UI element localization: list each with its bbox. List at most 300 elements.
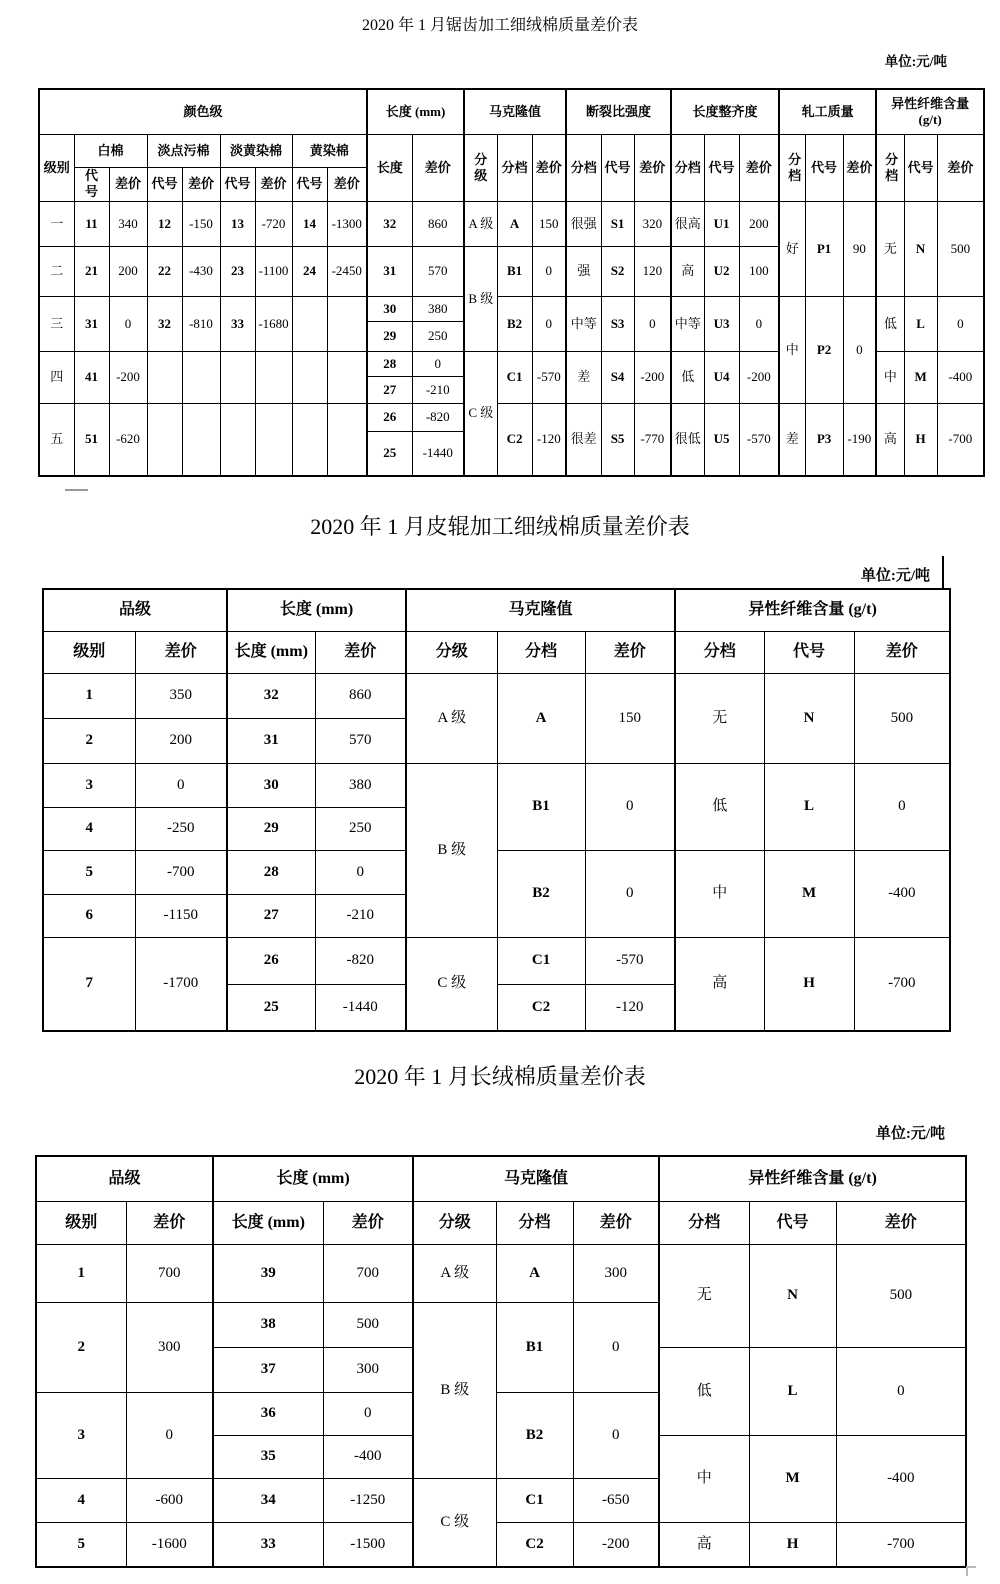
resize-handle-icon <box>966 1566 976 1576</box>
header-cell: 级别 <box>36 1201 126 1244</box>
cell: 380 <box>412 296 464 321</box>
cell: 高 <box>876 403 904 476</box>
cell: 300 <box>323 1347 413 1392</box>
cell: P2 <box>805 296 843 403</box>
cell: 低 <box>675 763 764 850</box>
cell: 中等 <box>671 296 704 351</box>
cell: A <box>497 673 585 763</box>
cell: 14 <box>292 201 327 246</box>
cell: 无 <box>659 1244 749 1347</box>
cell: -600 <box>126 1478 213 1522</box>
cell: 0 <box>573 1392 659 1478</box>
header-cell: 差价 <box>315 631 406 673</box>
cell: -700 <box>937 403 984 476</box>
cell: M <box>904 351 937 403</box>
cell: 0 <box>585 763 675 850</box>
header-cell: 代号 <box>704 134 739 201</box>
header-cell: 差价 <box>739 134 779 201</box>
header-cell: 级别 <box>43 631 135 673</box>
cell: 27 <box>227 894 315 937</box>
cell: -400 <box>854 850 950 937</box>
cell: 500 <box>836 1244 966 1347</box>
cell: 32 <box>147 296 182 351</box>
header-cell: 分档 <box>566 134 601 201</box>
header-cell: 马克隆值 <box>413 1156 659 1201</box>
header-cell: 分级 <box>464 134 497 201</box>
cell: 500 <box>937 201 984 296</box>
header-cell: 分档 <box>659 1201 749 1244</box>
cell: H <box>749 1522 836 1567</box>
cell: A <box>496 1244 573 1302</box>
cell: C 级 <box>413 1478 496 1567</box>
header-cell: 长度 (mm) <box>367 89 464 134</box>
cell: A <box>497 201 532 246</box>
cell: U1 <box>704 201 739 246</box>
cell: 差 <box>566 351 601 403</box>
cell: 中 <box>779 296 805 403</box>
header-cell: 代号 <box>764 631 854 673</box>
empty-cell <box>220 351 255 403</box>
cell: C 级 <box>464 351 497 476</box>
cell: 4 <box>36 1478 126 1522</box>
header-cell: 异性纤维含量 (g/t) <box>675 589 950 631</box>
cell: 0 <box>532 246 566 296</box>
cell: 100 <box>739 246 779 296</box>
cell: -200 <box>109 351 147 403</box>
header-cell: 异性纤维含量 (g/t) <box>659 1156 966 1201</box>
empty-cell <box>255 403 292 476</box>
cell: 350 <box>135 673 227 718</box>
cell: -120 <box>532 403 566 476</box>
header-cell: 分档 <box>675 631 764 673</box>
header-cell: 差价 <box>109 167 147 201</box>
empty-cell <box>255 351 292 403</box>
cell: 36 <box>213 1392 323 1435</box>
header-cell: 差价 <box>585 631 675 673</box>
cell: -700 <box>836 1522 966 1567</box>
cell: -1600 <box>126 1522 213 1567</box>
header-cell: 分档 <box>876 134 904 201</box>
cell: 27 <box>367 376 412 403</box>
cell: -810 <box>182 296 220 351</box>
cell: 570 <box>315 718 406 763</box>
cell: -820 <box>315 937 406 984</box>
cell: B 级 <box>413 1302 496 1478</box>
cell: 5 <box>43 850 135 894</box>
cell: -620 <box>109 403 147 476</box>
cell: U5 <box>704 403 739 476</box>
cell: 0 <box>109 296 147 351</box>
cell: 300 <box>126 1302 213 1392</box>
header-cell: 代号 <box>904 134 937 201</box>
cell: 32 <box>227 673 315 718</box>
cell: -150 <box>182 201 220 246</box>
header-cell: 断裂比强度 <box>566 89 671 134</box>
cell: 无 <box>876 201 904 296</box>
header-cell: 级别 <box>39 134 74 201</box>
cell: M <box>764 850 854 937</box>
cell: 三 <box>39 296 74 351</box>
cell: -400 <box>323 1435 413 1478</box>
cell: 26 <box>367 403 412 431</box>
cell: 21 <box>74 246 109 296</box>
cell: 2 <box>36 1302 126 1392</box>
cell: -650 <box>573 1478 659 1522</box>
header-cell: 代号 <box>74 167 109 201</box>
cell: B 级 <box>464 246 497 351</box>
cell: 0 <box>573 1302 659 1392</box>
cell: 二 <box>39 246 74 296</box>
cell: 41 <box>74 351 109 403</box>
cell: 13 <box>220 201 255 246</box>
cell: -770 <box>634 403 671 476</box>
cell: 33 <box>220 296 255 351</box>
header-cell: 异性纤维含量 (g/t) <box>876 89 984 134</box>
header-cell: 淡黄染棉 <box>220 134 292 167</box>
header-cell: 代号 <box>220 167 255 201</box>
header-cell: 代号 <box>805 134 843 201</box>
cell: -250 <box>135 807 227 850</box>
cell: 一 <box>39 201 74 246</box>
header-cell: 代号 <box>601 134 634 201</box>
cell: 高 <box>671 246 704 296</box>
cell: 31 <box>74 296 109 351</box>
cell: 0 <box>854 763 950 850</box>
header-cell: 差价 <box>634 134 671 201</box>
cell: C2 <box>497 984 585 1031</box>
cell: 11 <box>74 201 109 246</box>
header-cell: 马克隆值 <box>464 89 566 134</box>
cell: B2 <box>497 296 532 351</box>
cell: 4 <box>43 807 135 850</box>
cell: 中 <box>675 850 764 937</box>
cell: 0 <box>634 296 671 351</box>
cell: 30 <box>227 763 315 807</box>
cell: 5 <box>36 1522 126 1567</box>
cell: S3 <box>601 296 634 351</box>
cell: -700 <box>854 937 950 1031</box>
cell: 25 <box>367 431 412 476</box>
cell: -1300 <box>327 201 367 246</box>
cell: C2 <box>496 1522 573 1567</box>
cell: 320 <box>634 201 671 246</box>
header-cell: 代号 <box>749 1201 836 1244</box>
cell: 0 <box>135 763 227 807</box>
header-cell: 品级 <box>43 589 227 631</box>
cell: -570 <box>585 937 675 984</box>
header-cell: 品级 <box>36 1156 213 1201</box>
cell: -720 <box>255 201 292 246</box>
cell: 23 <box>220 246 255 296</box>
header-cell: 长度整齐度 <box>671 89 779 134</box>
sawgin-cotton-table <box>38 88 985 477</box>
cell: 31 <box>367 246 412 296</box>
cell: 0 <box>126 1392 213 1478</box>
cell: 无 <box>675 673 764 763</box>
cell: 250 <box>315 807 406 850</box>
empty-cell <box>182 403 220 476</box>
cell: B1 <box>497 763 585 850</box>
table1-unit-label: 单位:元/吨 <box>884 54 947 69</box>
header-cell: 轧工质量 <box>779 89 876 134</box>
cell: L <box>904 296 937 351</box>
empty-cell <box>292 403 327 476</box>
cell: 四 <box>39 351 74 403</box>
cell: P3 <box>805 403 843 476</box>
cell: 33 <box>213 1522 323 1567</box>
cell: 0 <box>937 296 984 351</box>
header-cell: 代号 <box>292 167 327 201</box>
cell: 2 <box>43 718 135 763</box>
cell: 0 <box>836 1347 966 1435</box>
cell: -200 <box>739 351 779 403</box>
cell: B2 <box>497 850 585 937</box>
header-cell: 差价 <box>843 134 876 201</box>
cell: -700 <box>135 850 227 894</box>
cell: 25 <box>227 984 315 1031</box>
header-cell: 差价 <box>836 1201 966 1244</box>
cell: 很差 <box>566 403 601 476</box>
cell: H <box>904 403 937 476</box>
cell: -1700 <box>135 937 227 1031</box>
cell: N <box>764 673 854 763</box>
header-cell: 马克隆值 <box>406 589 675 631</box>
cell: A 级 <box>413 1244 496 1302</box>
empty-cell <box>220 403 255 476</box>
cell: B1 <box>496 1302 573 1392</box>
cell: -210 <box>315 894 406 937</box>
header-cell: 差价 <box>854 631 950 673</box>
cell: 35 <box>213 1435 323 1478</box>
cell: 150 <box>532 201 566 246</box>
long-staple-cotton-table <box>35 1155 967 1568</box>
cell: 0 <box>315 850 406 894</box>
empty-cell <box>327 296 367 351</box>
header-cell: 差价 <box>327 167 367 201</box>
cell: 700 <box>126 1244 213 1302</box>
cell: 34 <box>213 1478 323 1522</box>
cell: P1 <box>805 201 843 296</box>
cell: -120 <box>585 984 675 1031</box>
cell: -2450 <box>327 246 367 296</box>
cell: 高 <box>675 937 764 1031</box>
cell: S4 <box>601 351 634 403</box>
header-cell: 差价 <box>573 1201 659 1244</box>
cell: 0 <box>585 850 675 937</box>
cell: M <box>749 1435 836 1522</box>
cell: -400 <box>836 1435 966 1522</box>
cell: -570 <box>739 403 779 476</box>
cell: 低 <box>876 296 904 351</box>
cell: 22 <box>147 246 182 296</box>
header-cell: 白棉 <box>74 134 147 167</box>
cell: -1680 <box>255 296 292 351</box>
cell: C2 <box>497 403 532 476</box>
cell: -200 <box>634 351 671 403</box>
cell: B2 <box>496 1392 573 1478</box>
cell: 6 <box>43 894 135 937</box>
cell: -190 <box>843 403 876 476</box>
cell: 700 <box>323 1244 413 1302</box>
cell: 0 <box>739 296 779 351</box>
cell: 860 <box>412 201 464 246</box>
header-cell: 分档 <box>497 631 585 673</box>
cell: 好 <box>779 201 805 296</box>
cell: 380 <box>315 763 406 807</box>
header-cell: 颜色级 <box>39 89 367 134</box>
header-cell: 分档 <box>497 134 532 201</box>
cell: 200 <box>739 201 779 246</box>
cell: 很强 <box>566 201 601 246</box>
table2-title: 2020 年 1 月皮辊加工细绒棉质量差价表 <box>310 514 690 539</box>
cell: 7 <box>43 937 135 1031</box>
cell: N <box>904 201 937 296</box>
cell: 37 <box>213 1347 323 1392</box>
cell: 250 <box>412 321 464 351</box>
cell: L <box>749 1347 836 1435</box>
header-cell: 分档 <box>496 1201 573 1244</box>
cell: 200 <box>135 718 227 763</box>
cell: 29 <box>227 807 315 850</box>
cell: 860 <box>315 673 406 718</box>
cell: S1 <box>601 201 634 246</box>
cell: -1440 <box>412 431 464 476</box>
cell: -570 <box>532 351 566 403</box>
cell: -1100 <box>255 246 292 296</box>
cell: 340 <box>109 201 147 246</box>
cell: 0 <box>323 1392 413 1435</box>
header-cell: 长度 (mm) <box>213 1201 323 1244</box>
header-cell: 差价 <box>126 1201 213 1244</box>
cell: U3 <box>704 296 739 351</box>
header-cell: 差价 <box>937 134 984 201</box>
table3-title: 2020 年 1 月长绒棉质量差价表 <box>354 1064 646 1089</box>
header-cell: 差价 <box>532 134 566 201</box>
header-cell: 长度 <box>367 134 412 201</box>
cell: 强 <box>566 246 601 296</box>
cell: C 级 <box>406 937 497 1031</box>
cell: 低 <box>671 351 704 403</box>
empty-cell <box>147 403 182 476</box>
header-cell: 差价 <box>135 631 227 673</box>
cell: -1250 <box>323 1478 413 1522</box>
cell: 五 <box>39 403 74 476</box>
cell: S5 <box>601 403 634 476</box>
header-cell: 代号 <box>147 167 182 201</box>
header-cell: 黄染棉 <box>292 134 367 167</box>
empty-cell <box>147 351 182 403</box>
cell: L <box>764 763 854 850</box>
cursor-artifact <box>942 556 944 588</box>
cell: A 级 <box>464 201 497 246</box>
cell: 12 <box>147 201 182 246</box>
cell: A 级 <box>406 673 497 763</box>
cell: 1 <box>36 1244 126 1302</box>
cell: -210 <box>412 376 464 403</box>
cell: 中等 <box>566 296 601 351</box>
cell: 500 <box>854 673 950 763</box>
empty-cell <box>182 351 220 403</box>
cell: N <box>749 1244 836 1347</box>
cell: 500 <box>323 1302 413 1347</box>
cell: 28 <box>227 850 315 894</box>
table1-title: 2020 年 1 月锯齿加工细绒棉质量差价表 <box>361 17 638 34</box>
header-cell: 分档 <box>671 134 704 201</box>
header-cell: 差价 <box>255 167 292 201</box>
header-cell: 分级 <box>413 1201 496 1244</box>
cell: B 级 <box>406 763 497 937</box>
cell: 300 <box>573 1244 659 1302</box>
cell: -430 <box>182 246 220 296</box>
cell: 31 <box>227 718 315 763</box>
cell: C1 <box>496 1478 573 1522</box>
cell: 中 <box>876 351 904 403</box>
header-cell: 差价 <box>182 167 220 201</box>
cell: 32 <box>367 201 412 246</box>
header-cell: 差价 <box>323 1201 413 1244</box>
cell: -820 <box>412 403 464 431</box>
cell: 3 <box>36 1392 126 1478</box>
cell: 差 <box>779 403 805 476</box>
cell: 90 <box>843 201 876 296</box>
cell: -1150 <box>135 894 227 937</box>
header-cell: 长度 (mm) <box>213 1156 413 1201</box>
header-cell: 分档 <box>779 134 805 201</box>
cell: 38 <box>213 1302 323 1347</box>
cell: 0 <box>412 351 464 376</box>
cell: 很低 <box>671 403 704 476</box>
cell: -1500 <box>323 1522 413 1567</box>
cell: U4 <box>704 351 739 403</box>
cell: 很高 <box>671 201 704 246</box>
empty-cell <box>292 296 327 351</box>
cell: 51 <box>74 403 109 476</box>
cell: 低 <box>659 1347 749 1435</box>
table2-unit-label: 单位:元/吨 <box>860 568 930 584</box>
header-cell: 分级 <box>406 631 497 673</box>
cell: 200 <box>109 246 147 296</box>
header-cell: 长度 (mm) <box>227 631 315 673</box>
cell: S2 <box>601 246 634 296</box>
cell: H <box>764 937 854 1031</box>
cell: B1 <box>497 246 532 296</box>
roller-gin-cotton-table <box>42 588 951 1032</box>
cell: 3 <box>43 763 135 807</box>
cell: 高 <box>659 1522 749 1567</box>
cell: 39 <box>213 1244 323 1302</box>
cell: 1 <box>43 673 135 718</box>
cell: 中 <box>659 1435 749 1522</box>
underline-artifact <box>65 489 88 491</box>
cell: 150 <box>585 673 675 763</box>
cell: 0 <box>843 296 876 403</box>
cell: 29 <box>367 321 412 351</box>
header-cell: 淡点污棉 <box>147 134 220 167</box>
cell: 120 <box>634 246 671 296</box>
cell: 28 <box>367 351 412 376</box>
header-cell: 差价 <box>412 134 464 201</box>
cell: C1 <box>497 351 532 403</box>
cell: 570 <box>412 246 464 296</box>
cell: 24 <box>292 246 327 296</box>
empty-cell <box>327 351 367 403</box>
cell: -1440 <box>315 984 406 1031</box>
cell: 26 <box>227 937 315 984</box>
cell: 30 <box>367 296 412 321</box>
cell: -200 <box>573 1522 659 1567</box>
cell: 0 <box>532 296 566 351</box>
empty-cell <box>327 403 367 476</box>
